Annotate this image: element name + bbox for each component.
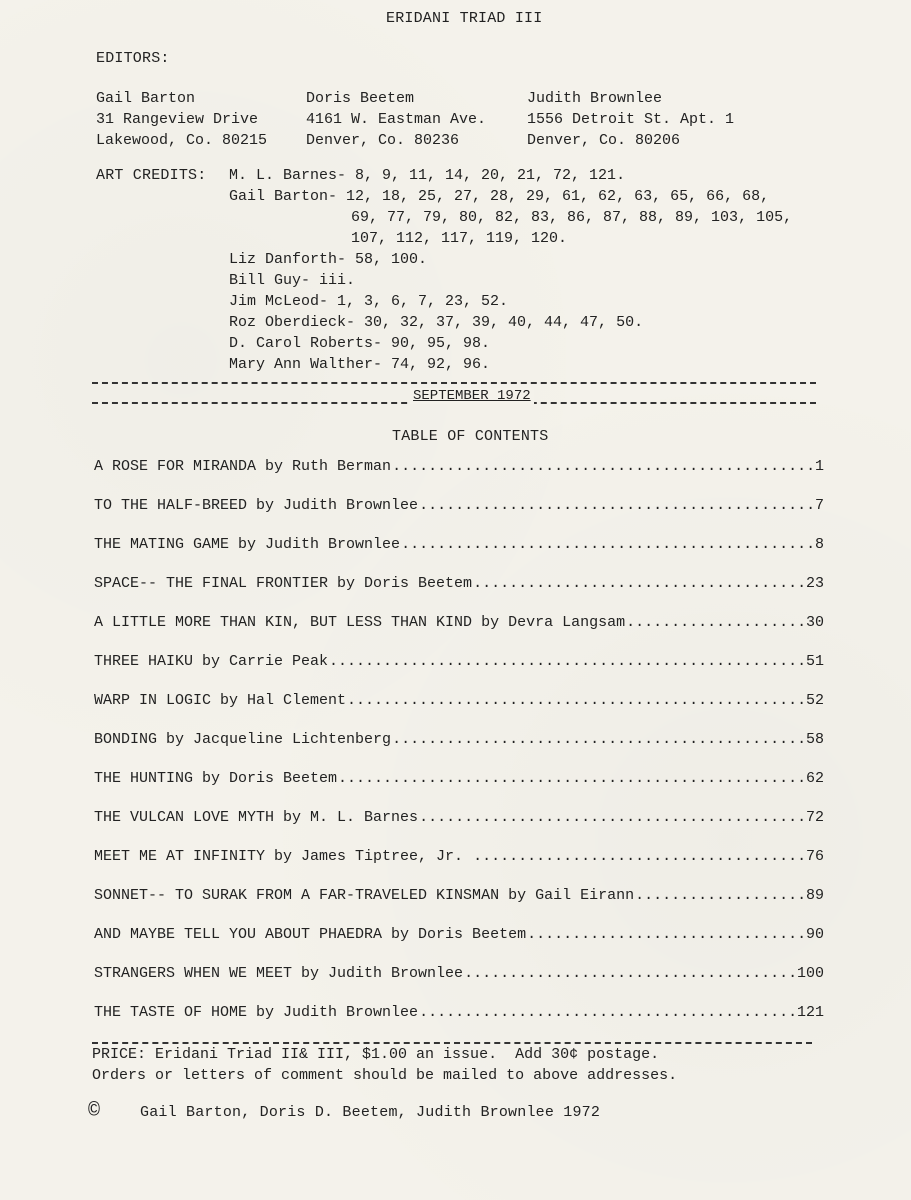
credit-row: Mary Ann Walther- 74, 92, 96.: [229, 356, 491, 373]
toc-entry-title: A LITTLE MORE THAN KIN, BUT LESS THAN KIND by Devra Langsam: [94, 614, 626, 631]
toc-title: TABLE OF CONTENTS: [392, 428, 549, 445]
toc-entry-title: AND MAYBE TELL YOU ABOUT PHAEDRA by Doris Beetem: [94, 926, 527, 943]
table-of-contents: [94, 458, 824, 1043]
toc-entry: [94, 692, 824, 731]
toc-entry: [94, 536, 824, 575]
toc-leader-dots: [419, 497, 814, 514]
toc-entry-title: MEET ME AT INFINITY by James Tiptree, Jr.: [94, 848, 473, 865]
toc-entry-page: 72: [805, 809, 824, 826]
credit-row: M. L. Barnes- 8, 9, 11, 14, 20, 21, 72, 121.: [229, 167, 626, 184]
editor-judith-brownlee: [527, 88, 734, 151]
toc-leader-dots: [392, 458, 814, 475]
credit-row: Jim McLeod- 1, 3, 6, 7, 23, 52.: [229, 293, 509, 310]
toc-entry-title: THE VULCAN LOVE MYTH by M. L. Barnes: [94, 809, 419, 826]
toc-entry-page: 23: [805, 575, 824, 592]
toc-entry: [94, 1004, 824, 1043]
toc-entry-title: A ROSE FOR MIRANDA by Ruth Berman: [94, 458, 392, 475]
price-notice: [92, 1044, 677, 1086]
toc-entry: [94, 926, 824, 965]
credit-row: Roz Oberdieck- 30, 32, 37, 39, 40, 44, 47, 50.: [229, 314, 644, 331]
toc-entry-page: 30: [805, 614, 824, 631]
toc-leader-dots: [635, 887, 805, 904]
toc-leader-dots: [347, 692, 805, 709]
toc-leader-dots: [392, 731, 805, 748]
page-title: ERIDANI TRIAD III: [386, 10, 543, 27]
editor-gail-barton: [96, 88, 267, 151]
toc-entry-title: BONDING by Jacqueline Lichtenberg: [94, 731, 392, 748]
toc-entry-page: 89: [805, 887, 824, 904]
toc-entry-title: THE TASTE OF HOME by Judith Brownlee: [94, 1004, 419, 1021]
toc-entry: [94, 653, 824, 692]
editors-label: EDITORS:: [96, 50, 170, 67]
toc-entry-title: THE MATING GAME by Judith Brownlee: [94, 536, 401, 553]
credit-row: Liz Danforth- 58, 100.: [229, 251, 428, 268]
editor-name: Judith Brownlee: [527, 90, 663, 107]
editor-address-line1: 4161 W. Eastman Ave.: [306, 111, 487, 128]
editor-doris-beetem: [306, 88, 486, 151]
credit-row: Gail Barton- 12, 18, 25, 27, 28, 29, 61, 62, 63, 65, 66, 68,: [229, 188, 770, 205]
toc-entry-title: TO THE HALF-BREED by Judith Brownlee: [94, 497, 419, 514]
toc-entry-page: 58: [805, 731, 824, 748]
toc-entry: [94, 575, 824, 614]
editor-address-line2: Lakewood, Co. 80215: [96, 132, 268, 149]
toc-entry-title: SONNET-- TO SURAK FROM A FAR-TRAVELED KINSMAN by Gail Eirann: [94, 887, 635, 904]
toc-entry-page: 62: [805, 770, 824, 787]
toc-leader-dots: [401, 536, 814, 553]
toc-leader-dots: [419, 1004, 796, 1021]
credit-row-continued: 107, 112, 117, 119, 120.: [351, 230, 568, 247]
toc-leader-dots: [473, 575, 805, 592]
toc-entry: [94, 497, 824, 536]
toc-entry-title: THREE HAIKU by Carrie Peak: [94, 653, 329, 670]
toc-entry-title: STRANGERS WHEN WE MEET by Judith Brownlee: [94, 965, 464, 982]
toc-entry: [94, 965, 824, 1004]
toc-entry-title: WARP IN LOGIC by Hal Clement: [94, 692, 347, 709]
art-credits-label: ART CREDITS:: [96, 167, 207, 184]
toc-leader-dots: [473, 848, 805, 865]
toc-entry-page: 90: [805, 926, 824, 943]
toc-entry: [94, 809, 824, 848]
editor-address-line2: Denver, Co. 80206: [527, 132, 681, 149]
issue-date: SEPTEMBER 1972: [410, 388, 534, 404]
toc-entry: [94, 614, 824, 653]
toc-entry-page: 121: [796, 1004, 824, 1021]
toc-entry: [94, 731, 824, 770]
credit-row: D. Carol Roberts- 90, 95, 98.: [229, 335, 491, 352]
toc-leader-dots: [329, 653, 805, 670]
toc-leader-dots: [527, 926, 805, 943]
toc-leader-dots: [419, 809, 805, 826]
editor-address-line1: 31 Rangeview Drive: [96, 111, 259, 128]
toc-entry-page: 76: [805, 848, 824, 865]
toc-entry-page: 100: [796, 965, 824, 982]
toc-entry-page: 8: [814, 536, 824, 553]
toc-entry: [94, 848, 824, 887]
orders-line: Orders or letters of comment should be mailed to above addresses.: [92, 1067, 678, 1084]
toc-entry-page: 7: [814, 497, 824, 514]
toc-leader-dots: [338, 770, 805, 787]
dashed-divider: [92, 382, 816, 384]
editor-address-line2: Denver, Co. 80236: [306, 132, 460, 149]
credit-row-continued: 69, 77, 79, 80, 82, 83, 86, 87, 88, 89, 103, 105,: [351, 209, 793, 226]
editor-name: Doris Beetem: [306, 90, 415, 107]
toc-entry-title: SPACE-- THE FINAL FRONTIER by Doris Beetem: [94, 575, 473, 592]
toc-leader-dots: [626, 614, 805, 631]
toc-entry: [94, 770, 824, 809]
toc-entry-page: 1: [814, 458, 824, 475]
editor-address-line1: 1556 Detroit St. Apt. 1: [527, 111, 735, 128]
copyright-icon: ©: [88, 1100, 101, 1123]
toc-entry: [94, 458, 824, 497]
editor-name: Gail Barton: [96, 90, 196, 107]
art-credits-list: [229, 165, 792, 375]
toc-leader-dots: [464, 965, 796, 982]
price-line: PRICE: Eridani Triad II& III, $1.00 an issue. Add 30¢ postage.: [92, 1046, 660, 1063]
toc-entry-page: 51: [805, 653, 824, 670]
toc-entry-title: THE HUNTING by Doris Beetem: [94, 770, 338, 787]
credit-row: Bill Guy- iii.: [229, 272, 356, 289]
copyright-text: Gail Barton, Doris D. Beetem, Judith Brownlee 1972: [140, 1104, 601, 1121]
toc-entry: [94, 887, 824, 926]
toc-entry-page: 52: [805, 692, 824, 709]
